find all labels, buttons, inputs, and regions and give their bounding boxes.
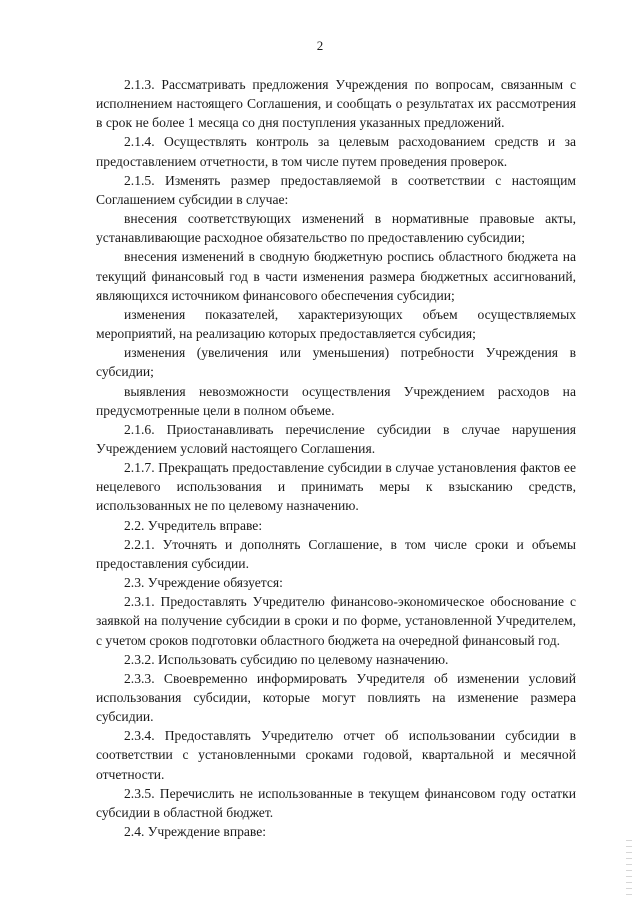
paragraph-2-1-3: 2.1.3. Рассматривать предложения Учреждения по вопросам, связанным с исполнением настоящего Соглашения, и сообщать о результатах их рассмотрения в срок не более 1 месяца со дня поступления указанных предложений. xyxy=(96,77,576,131)
paragraph-2-1-7: 2.1.7. Прекращать предоставление субсидии в случае установления фактов ее нецелевого использования и принимать меры к взысканию средств, использованных не по целевому назначению. xyxy=(96,460,576,514)
list-item-condition: изменения (увеличения или уменьшения) потребности Учреждения в субсидии; xyxy=(96,345,576,380)
paragraph-2-3-4: 2.3.4. Предоставлять Учредителю отчет об использовании субсидии в соответствии с установленными сроками годовой, квартальной и месячной отчетности. xyxy=(96,728,576,782)
section-heading-2-3: 2.3. Учреждение обязуется: xyxy=(124,575,283,591)
paragraph-2-1-5: 2.1.5. Изменять размер предоставляемой в соответствии с настоящим Соглашением субсидии в случае: xyxy=(96,172,576,207)
page-number: 2 xyxy=(316,38,324,53)
list-item-condition: внесения изменений в сводную бюджетную роспись областного бюджета на текущий финансовый год в части изменения размера бюджетных ассигнований, являющихся источником финансового обеспечения субсидии; xyxy=(96,249,576,303)
paragraph-2-3-3: 2.3.3. Своевременно информировать Учредителя об изменении условий использования субсидии, которые могут повлиять на изменение размера субсидии. xyxy=(96,670,576,725)
paragraph-2-1-4: 2.1.4. Осуществлять контроль за целевым расходованием средств и за предоставлением отчетности, в том числе путем проведения проверок. xyxy=(96,134,576,169)
paragraph-2-1-6: 2.1.6. Приостанавливать перечисление субсидии в случае нарушения Учреждением условий настоящего Соглашения. xyxy=(96,421,576,456)
list-item-condition: внесения соответствующих изменений в нормативные правовые акты, устанавливающие расходное обязательство по предоставлению субсидии; xyxy=(96,211,576,246)
paragraph-2-2-1: 2.2.1. Уточнять и дополнять Соглашение, в том числе сроки и объемы предоставления субсидии. xyxy=(96,536,576,571)
scan-edge-marks xyxy=(626,840,632,900)
list-item-condition: изменения показателей, характеризующих объем осуществляемых мероприятий, на реализацию которых предоставляется субсидия; xyxy=(96,306,576,342)
paragraph-2-3-1: 2.3.1. Предоставлять Учредителю финансово-экономическое обоснование с заявкой на получение субсидии в сроки и по форме, установленной Учредителем, с учетом сроков подготовки областного бюджета на очередной финансовый год. xyxy=(96,594,576,648)
document-body xyxy=(96,75,576,841)
list-item-condition: выявления невозможности осуществления Учреждением расходов на предусмотренные цели в полном объеме. xyxy=(96,383,576,418)
paragraph-2-3-2: 2.3.2. Использовать субсидию по целевому назначению. xyxy=(124,651,449,667)
paragraph-2-3-5: 2.3.5. Перечислить не использованные в текущем финансовом году остатки субсидии в областной бюджет. xyxy=(96,785,576,820)
section-heading-2-2: 2.2. Учредитель вправе: xyxy=(124,517,263,533)
section-heading-2-4: 2.4. Учреждение вправе: xyxy=(124,824,267,840)
